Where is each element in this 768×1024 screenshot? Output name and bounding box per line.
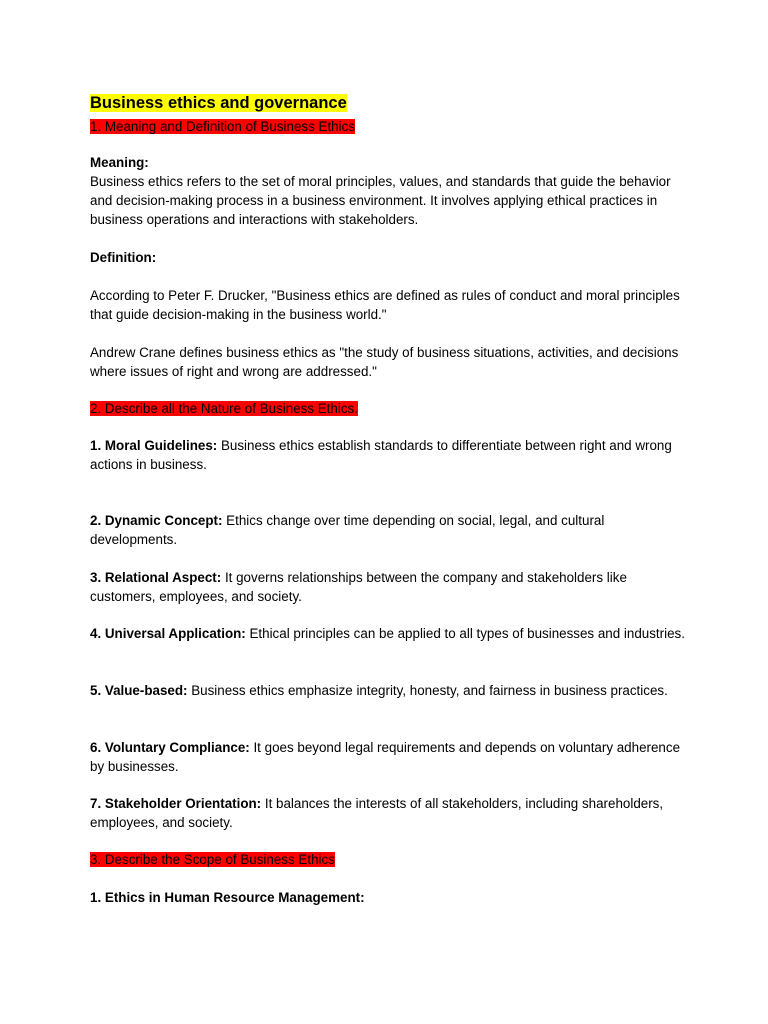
section-1-heading-block <box>90 117 690 136</box>
meaning-label: Meaning: <box>90 155 149 170</box>
nature-item-1 <box>90 436 690 474</box>
nature-item-6 <box>90 738 690 776</box>
nature-item-label: 1. Moral Guidelines: <box>90 438 218 453</box>
section-3-heading-block <box>90 850 690 869</box>
section-2-heading-block <box>90 399 690 418</box>
meaning-paragraph: Business ethics refers to the set of moral principles, values, and standards that guide the behavior and decision-making process in a business environment. It involves applying ethical practices in business operations and interactions with stakeholders. <box>90 174 671 227</box>
drucker-definition: According to Peter F. Drucker, "Business ethics are defined as rules of conduct and moral principles that guide decision-making in the business world." <box>90 288 680 322</box>
nature-item-5 <box>90 681 690 700</box>
nature-item-text: Business ethics emphasize integrity, honesty, and fairness in business practices. <box>187 683 668 698</box>
nature-item-2 <box>90 511 690 549</box>
nature-item-text: It goes beyond legal requirements and depends on voluntary adherence by businesses. <box>90 740 681 774</box>
nature-item-text: It governs relationships between the company and stakeholders like customers, employees, and society. <box>90 570 627 604</box>
section-1-heading: 1. Meaning and Definition of Business Ethics <box>90 119 355 134</box>
section-3-heading: 3. Describe the Scope of Business Ethics <box>90 852 335 867</box>
scope-item-1: 1. Ethics in Human Resource Management: <box>90 890 365 905</box>
nature-item-text: Ethics change over time depending on social, legal, and cultural developments. <box>90 513 605 547</box>
crane-definition: Andrew Crane defines business ethics as "the study of business situations, activities, and decisions where issues of right and wrong are addressed." <box>90 345 679 379</box>
section-2-heading: 2. Describe all the Nature of Business Ethics. <box>90 401 358 416</box>
nature-item-text: Business ethics establish standards to differentiate between right and wrong actions in business. <box>90 438 672 472</box>
nature-item-3 <box>90 568 690 606</box>
nature-item-4 <box>90 624 690 643</box>
nature-item-label: 2. Dynamic Concept: <box>90 513 223 528</box>
document-title-block <box>90 93 690 113</box>
nature-item-label: 4. Universal Application: <box>90 626 246 641</box>
nature-item-label: 7. Stakeholder Orientation: <box>90 796 262 811</box>
definition-label: Definition: <box>90 250 157 265</box>
nature-item-7 <box>90 794 690 832</box>
nature-item-label: 6. Voluntary Compliance: <box>90 740 250 755</box>
nature-item-text: Ethical principles can be applied to all types of businesses and industries. <box>245 626 685 641</box>
nature-item-label: 3. Relational Aspect: <box>90 570 222 585</box>
document-title: Business ethics and governance <box>90 94 347 112</box>
nature-item-text: It balances the interests of all stakeholders, including shareholders, employees, and society. <box>90 796 664 830</box>
nature-item-label: 5. Value-based: <box>90 683 188 698</box>
